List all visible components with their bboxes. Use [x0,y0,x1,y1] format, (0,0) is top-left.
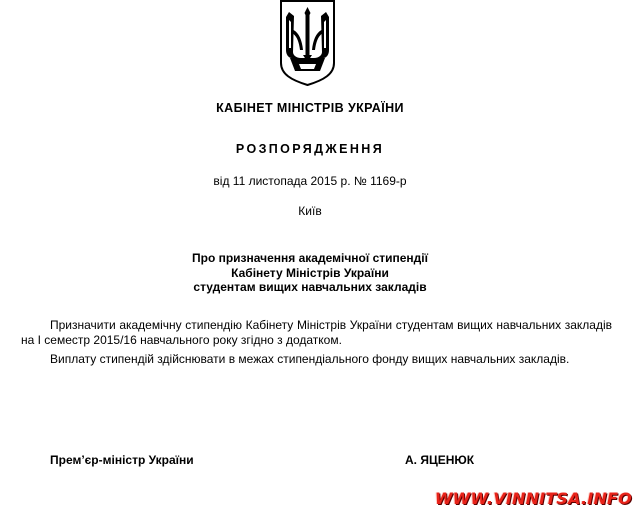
document-type: РОЗПОРЯДЖЕННЯ [235,142,385,156]
document-title [0,251,620,295]
document-title-line: студентам вищих навчальних закладів [193,280,427,294]
issuing-authority: КАБІНЕТ МІНІСТРІВ УКРАЇНИ [216,101,404,115]
document-title-line: Кабінету Міністрів України [231,265,389,280]
document-date-number: від 11 листопада 2015 р. № 1169-р [213,174,407,188]
signer-role: Прем’єр-міністр України [50,453,194,467]
signer-name: А. ЯЦЕНЮК [405,453,475,467]
body-paragraph-payment: Виплату стипендій здійснювати в межах стипендіального фонду вищих навчальних закладів. [50,352,570,366]
document-place: Київ [298,204,322,218]
ukraine-trident-emblem-icon [279,0,336,86]
site-watermark: WWW.VINNITSA.INFO [434,489,632,508]
document-title-line: Про призначення академічної стипендії [191,251,428,265]
body-paragraph-scholarship: Призначити академічну стипендію Кабінету Міністрів України студентам вищих навчальних закладів на I семестр 2015/16 навчального року згідно з додатком. [21,318,612,347]
